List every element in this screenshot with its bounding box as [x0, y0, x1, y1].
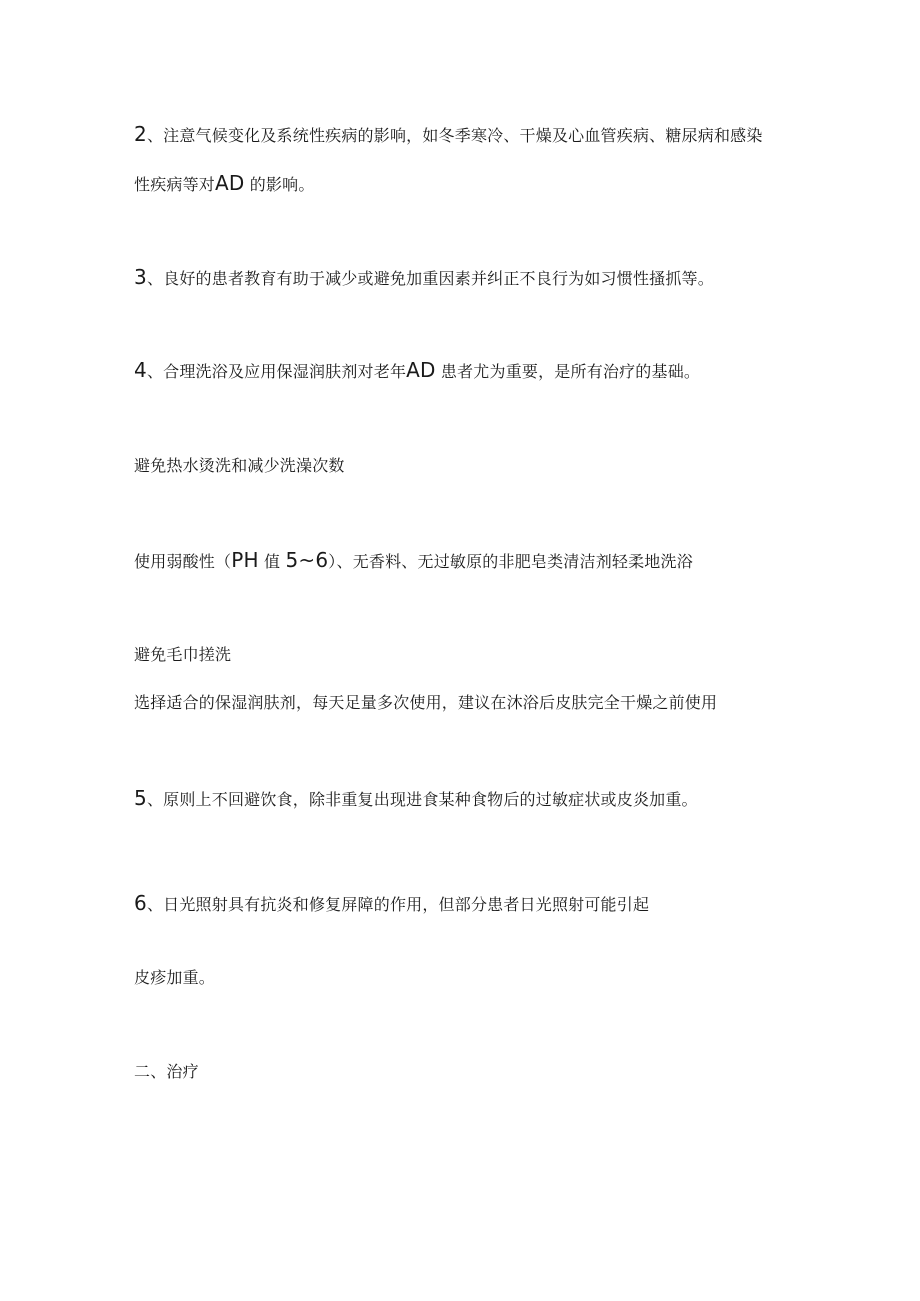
item-3-number: 3 [134, 265, 147, 289]
item-4-text-b: 患者尤为重要，是所有治疗的基础。 [435, 362, 701, 381]
item-5 [134, 787, 698, 811]
bath-tip-4-text: 选择适合的保湿润肤剂，每天足量多次使用，建议在沐浴后皮肤完全干燥之前使用 [134, 693, 718, 712]
bath-tip-3 [134, 644, 231, 666]
bath-tip-4 [134, 692, 717, 714]
bath-tip-2-a: 使用弱酸性（ [134, 552, 232, 571]
item-3 [134, 266, 714, 290]
item-2-line-1 [134, 123, 763, 147]
item-4-text-a: 、合理洗浴及应用保湿润肤剂对老年 [146, 362, 407, 381]
item-6-line-1 [134, 892, 649, 916]
item-6-number: 6 [134, 891, 147, 915]
section-2-heading-text: 二、治疗 [134, 1062, 199, 1081]
item-6-line-2 [134, 967, 215, 989]
item-2-number: 2 [134, 122, 147, 146]
bath-tip-2-ph: PH [231, 548, 259, 572]
item-4 [134, 359, 700, 383]
bath-tip-1-text: 避免热水烫洗和减少洗澡次数 [134, 456, 345, 475]
bath-tip-2-range: 5~6 [285, 548, 329, 572]
item-5-number: 5 [134, 786, 147, 810]
item-6-text-line-1: 、日光照射具有抗炎和修复屏障的作用，但部分患者日光照射可能引起 [146, 895, 650, 914]
bath-tip-1 [134, 455, 345, 477]
bath-tip-2 [134, 549, 693, 573]
bath-tip-2-c: ）、无香料、无过敏原的非肥皂类清洁剂轻柔地洗浴 [328, 552, 693, 571]
item-2-text-line-1: 、注意气候变化及系统性疾病的影响，如冬季寒冷、干燥及心血管疾病、糖尿病和感染 [146, 126, 763, 145]
bath-tip-2-b: 值 [258, 552, 286, 571]
item-3-text: 、良好的患者教育有助于减少或避免加重因素并纠正不良行为如习惯性搔抓等。 [146, 269, 714, 288]
item-5-text: 、原则上不回避饮食，除非重复出现进食某种食物后的过敏症状或皮炎加重。 [146, 790, 698, 809]
section-2-heading [134, 1061, 199, 1083]
item-2-text-line-2-b: 的影响。 [244, 175, 315, 194]
bath-tip-3-text: 避免毛巾搓洗 [134, 645, 232, 664]
item-2-text-line-2-a: 性疾病等对 [134, 175, 216, 194]
item-6-text-line-2: 皮疹加重。 [134, 968, 216, 987]
item-2-line-2 [134, 172, 315, 196]
item-4-number: 4 [134, 358, 147, 382]
item-4-ad: AD [406, 358, 436, 382]
item-2-ad: AD [215, 171, 245, 195]
